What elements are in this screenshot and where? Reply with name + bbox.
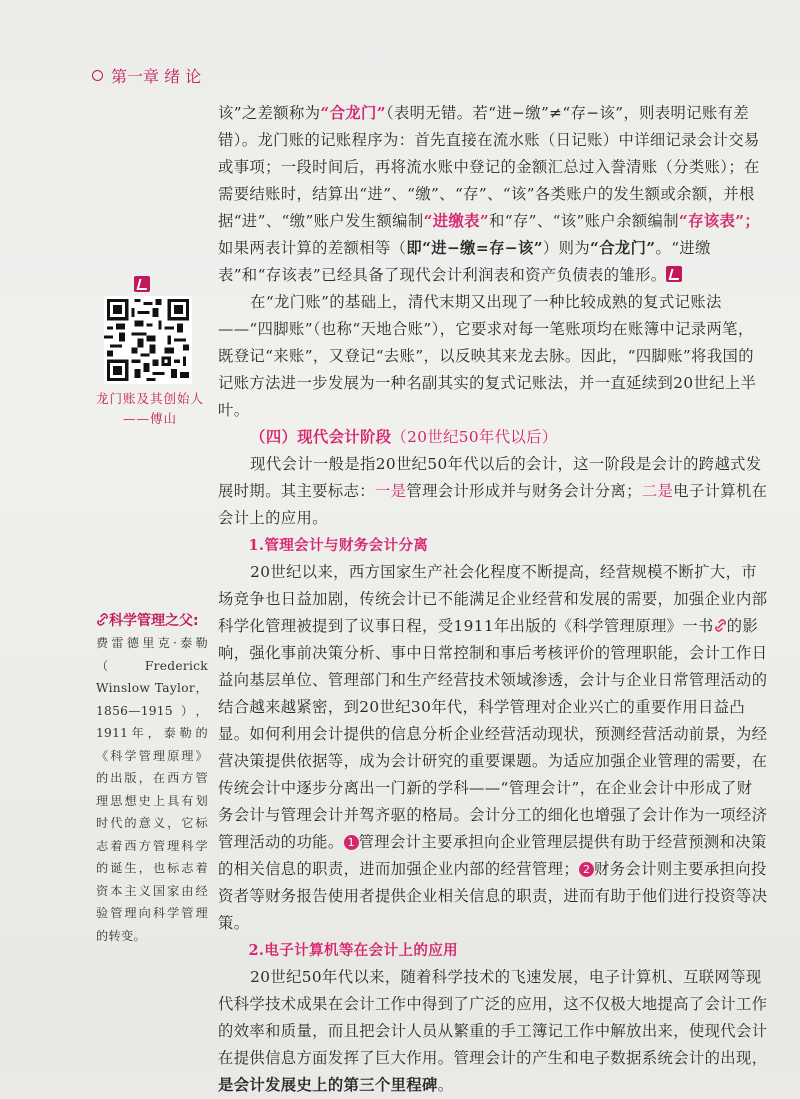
qr-code-icon[interactable] bbox=[104, 296, 192, 384]
paragraph-computer-accounting: 20世纪50年代以来，随着科学技术的飞速发展，电子计算机、互联网等现代科学技术成果在会计工作中得到了广泛的应用，这不仅极大地提高了会计工作的效率和质量，而且把会计人员从繁重的手工簿记工作中解放出来，使现代会计在提供信息方面发挥了巨大作用。管理会计的产生和电子数据系统会计的出现，是会计发展史上的第三个里程碑。 bbox=[218, 968, 768, 1094]
qr-caption: 龙门账及其创始人 ——傅山 bbox=[96, 391, 205, 426]
chapter-header bbox=[92, 64, 201, 87]
sidebar-note-text: 费雷德里克·泰勒（Frederick Winslow Taylor，1856—1915），1911年，泰勒的《科学管理原理》的出版，在西方管理思想史上具有划时代的意义，它标志着西方管理科学的诞生，也标志着资本主义国家由经验管理向科学管理的转变。 bbox=[96, 636, 208, 943]
number-one-icon: 1 bbox=[344, 835, 359, 850]
section-heading-modern: （四）现代会计阶段（20世纪50年代以后） bbox=[250, 428, 558, 446]
paragraph-modern-intro: 现代会计一般是指20世纪50年代以后的会计，这一阶段是会计的跨越式发展时期。其主要标志：一是管理会计形成并与财务会计分离；二是电子计算机在会计上的应用。 bbox=[218, 455, 768, 527]
subheading-management-accounting: 1.管理会计与财务会计分离 bbox=[248, 537, 429, 554]
subheading-computer-accounting: 2.电子计算机等在会计上的应用 bbox=[248, 942, 459, 959]
note-link-icon bbox=[714, 619, 727, 632]
paragraph-management-accounting: 20世纪以来，西方国家生产社会化程度不断提高，经营规模不断扩大，市场竞争也日益加剧，传统会计已不能满足企业经营和发展的需要，加强企业内部科学化管理被提到了议事日程，受1911年出版的《科学管理原理》一书 的影响，强化事前决策分析、事中日常控制和事后考核评价的管理职能，会计工作日益向基层单位、管理部门和生产经营技术领域渗透，会计与企业日常管理活动的结合越来越紧密，到20世纪30年代，科学管理对企业兴亡的重要作用日益凸显。如何利用会计提供的信息分析企业经营活动现状，预测经营活动前景，为经营决策提供依据等，成为会计研究的重要课题。为适应加强企业管理的需要，在传统会计中逐步分离出一门新的学科——“管理会计”，在企业会计中形成了财务会计与管理会计并驾齐驱的格局。会计分工的细化也增强了会计作为一项经济管理活动的功能。 1 管理会计主要承担向企业管理层提供有助于经营预测和决策的相关信息的职责，进而加强企业内部的经营管理； 2 财务会计则主要承担向投资者等财务报告使用者提供企业相关信息的职责，进而有助于他们进行投资等决策。 bbox=[218, 563, 768, 932]
main-text bbox=[218, 100, 768, 1099]
qr-marker-icon bbox=[666, 266, 682, 282]
circle-bullet-icon bbox=[92, 70, 103, 81]
paragraph-sijiao-account: 在“龙门账”的基础上，清代末期又出现了一种比较成熟的复式记账法——“四脚账”（也称“天地合账”），它要求对每一笔账项均在账簿中记录两笔，既登记“来账”，又登记“去账”，以反映其来龙去脉。因此，“四脚账”将我国的记账方法进一步发展为一种名副其实的复式记账法，并一直延续到20世纪上半叶。 bbox=[218, 293, 757, 419]
chapter-title: 第一章 绪 论 bbox=[111, 67, 202, 86]
number-two-icon: 2 bbox=[579, 862, 594, 877]
sidebar-note-title: 科学管理之父: bbox=[96, 610, 216, 630]
note-link-icon bbox=[96, 613, 109, 626]
qr-marker-icon bbox=[134, 276, 150, 292]
paragraph-longmen-procedure: 该”之差额称为“合龙门”（表明无错。若“进−缴”≠“存−该”，则表明记账有差错）。龙门账的记账程序为：首先直接在流水账（日记账）中详细记录会计交易或事项；一段时间后，再将流水账中登记的金额汇总过入誊清账（分类账）；在需要结账时，结算出“进”、“缴”、“存”、“该”各类账户的发生额或余额，并根据“进”、“缴”账户发生额编制“进缴表”和“存”、“该”账户余额编制“存该表”；如果两表计算的差额相等（即“进−缴=存−该”）则为“合龙门”。“进缴表”和“存该表”已经具备了现代会计利润表和资产负债表的雏形。 bbox=[218, 104, 761, 284]
